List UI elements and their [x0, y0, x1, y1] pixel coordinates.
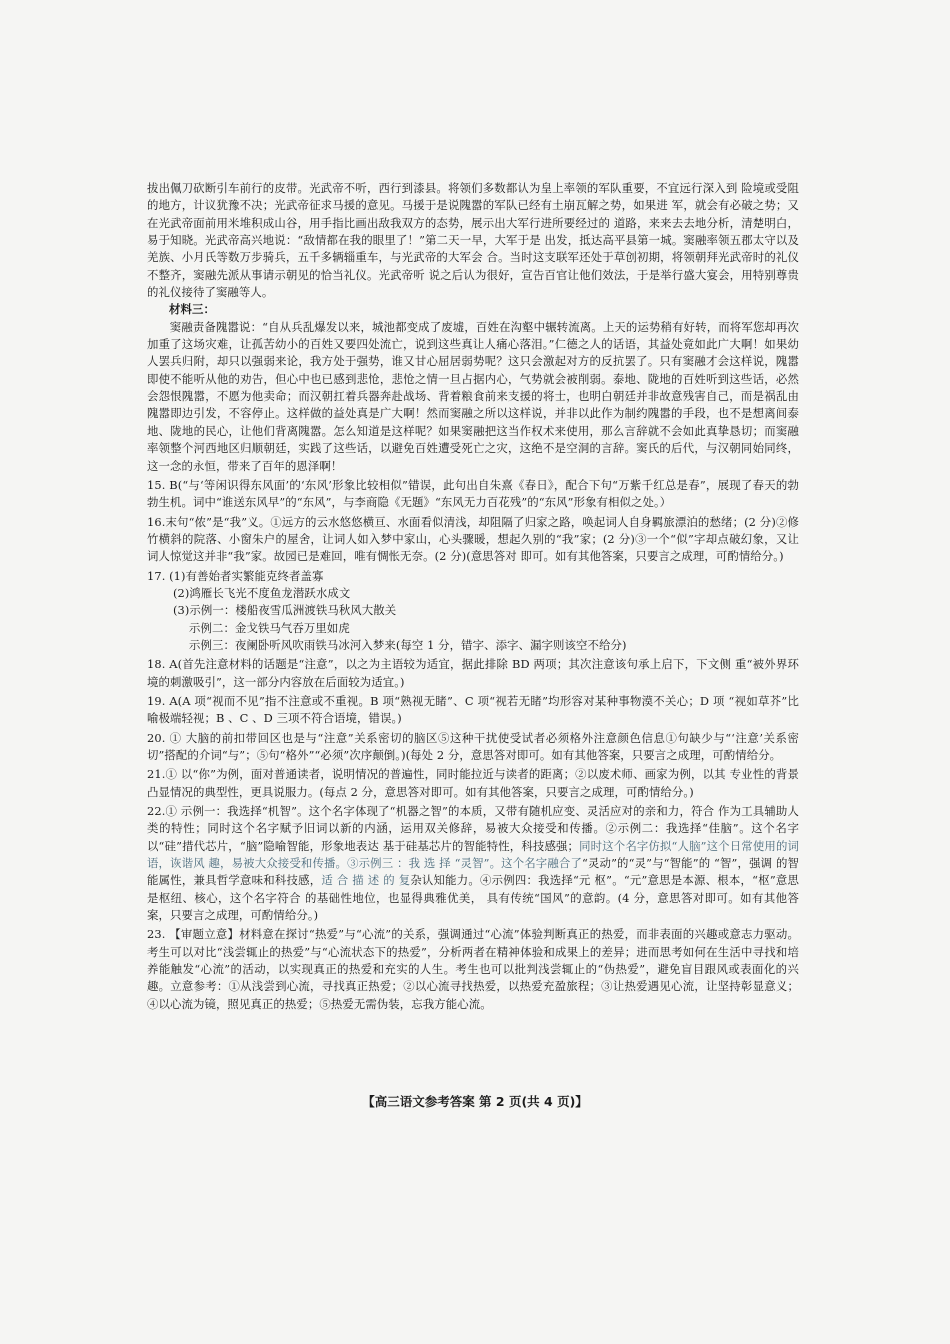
answer-22-part-b: “灵动”的“灵”与“智能”的 “智”，强调 的智能属性，兼具哲学意味和科技感，	[147, 856, 799, 888]
answer-key-body	[147, 180, 799, 1013]
page-footer: 【高三语文参考答案 第 2 页(共 4 页)】	[362, 1094, 588, 1109]
answer-22-part-a: 22.① 示例一：我选择“机智”。这个名字体现了“机器之智”的本质，又带有随机应变、灵活应对的亲和力，符合 作为工具辅助人类的特性；同时这个名字赋予旧词以新的内涵，运用双关修辞，易被大众接受和传播。②示例二：我选择“佳脑”。这个名字以“硅”措代芯片，“脑”隐喻智能，形象地表达 基于硅基芯片的智能特性，科技感强；	[147, 804, 799, 853]
answer-23: 23. 【审题立意】材料意在探讨“热爱”与“心流”的关系，强调通过“心流”体验判断真正的热爱，而非表面的兴趣或意志力驱动。考生可以对比“浅尝辄止的热爱”与“心流状态下的热爱”，分析两者在精神体验和成果上的差异；进而思考如何在生活中寻找和培养能触发“心流”的活动，以实现真正的热爱和充实的人生。考生也可以批判浅尝辄止的“伪热爱”，避免盲目跟风或表面化的兴趣。立意参考：①从浅尝到心流，寻找真正热爱；②以心流寻找热爱，以热爱充盈旅程；③让热爱遇见心流，让坚持彰显意义；④以心流为镜，照见真正的热爱；⑤热爱无需伪装，忘我方能心流。	[147, 927, 799, 1011]
answer-16: 16.末句“侬”是“我”义。①远方的云水悠悠横亘、水面看似清浅，却阻隔了归家之路，唤起词人自身羁旅漂泊的愁绪；(2 分)②修竹横斜的院落、小窗朱户的屋舍，让词人如入梦中家山，心头骤暖，想起久别的“我”家；(2 分)③一个“似”字却点破幻象，又让词人惊觉这并非“我”家。故园已是难回，唯有惆怅无奈。(2 分)(意思答对 即可。如有其他答案，只要言之成理，可酌情给分。)	[147, 514, 799, 564]
answer-19: 19. A(A 项“视而不见”指不注意或不重视。B 项“熟视无睹”、C 项“视若无睹”均形容对某种事物漠不关心；D 项 “视如草芥”比喻极端轻视；B 、C 、D 三项不符合语境，错误。)	[147, 693, 799, 726]
answer-17: 17. (1)有善始者实繁能克终者盖寡	[147, 568, 324, 583]
material-3-heading: 材料三：	[169, 302, 215, 317]
material-2-tail: 拔出佩刀砍断引车前行的皮带。光武帝不听，西行到漆县。将领们多数都认为皇上率领的军队重要，不宜远行深入到 险境或受阻的地方，计议犹豫不决；光武帝征求马援的意见。马援于是说隗嚣的军队已经有土崩瓦解之势，如果进 军，就会有必破之势；又在光武帝面前用米堆积成山谷，用手指比画出敌我双方的态势，展示出大军行进所要经过的 道路，来来去去地分析，清楚明白，易于知晓。光武帝高兴地说：“敌情都在我的眼里了！”第二天一早，大军于是 出发，抵达高平县第一城。窦融率领五郡太守以及羌族、小月氏等数万步骑兵，五千多辆辎重车，与光武帝的大军会 合。当时这支联军还处于草创初期，将领朝拜光武帝时的礼仪不整齐，窦融先派从事请示朝见的恰当礼仪。光武帝听 说之后认为很好，宣告百官让他们效法，于是举行盛大宴会，用特别尊贵的礼仪接待了窦融等人。	[147, 181, 799, 300]
answer-22-highlight-2: 适 合 描 述 的 复	[321, 873, 411, 888]
answer-22-highlight-1: 同时这个名字仿拟“人脑”这个日常使用的词语，诙谐风 趣，易被大众接受和传播。③示例三 ：我 选 择 “灵智”。这个名字融合了	[147, 838, 799, 871]
answer-21: 21.① 以“你”为例，面对普通读者，说明情况的普遍性，同时能拉近与读者的距离；②以废术师、画家为例，以其 专业性的背景凸显情况的典型性，更具说服力。(每点 2 分，意思答对即可。如有其他答案，只要言之成理，可酌情给分。)	[147, 767, 799, 799]
material-3-body: 窦融责备隗嚣说：“自从兵乱爆发以来，城池都变成了废墟，百姓在沟壑中辗转流离。上天的运势稍有好转，而将军您却再次加重了这场灾难，让孤苦幼小的百姓又要四处流亡，说到这些真让人痛心落泪。”仁德之人的话语，其益处竟如此广大啊！如果幼人罢兵归附，却只以强弱来论，我方处于强势，谁又甘心屈居弱势呢？这只会激起对方的反抗罢了。只有窦融才会这样说，隗嚣即使不能听从他的劝告，但心中也已感到悲怆，悲怆之情一旦占据内心，气势就会被削弱。泰地、陇地的百姓听到这些话，必然会怨恨隗嚣，不愿为他卖命；而汉朝扛着兵器奔赴战场、背着粮食前来支援的将士，也明白朝廷并非故意残害自己，而是祸乱由隗嚣即边引发，不容停止。这样做的益处真是广大啊！然而窦融之所以这样说，并非以此作为制约隗嚣的手段，也不是想离间泰地、陇地的民心，让他们背离隗嚣。怎么知道是这样呢？如果窦融把这当作权术来使用，那么言辞就不会如此真挚恳切；而窦融率领整个河西地区归顺朝廷，实践了这些话，以避免百姓遭受死亡之灾，这绝不是空洞的言辞。窦氏的后代，与汉朝同始同终，这一念的永恒，带来了百年的恩泽啊！	[147, 319, 799, 473]
answer-17-2: (2)鸿雁长飞光不度鱼龙潜跃水成文	[173, 585, 351, 600]
answer-22-part-c: 杂认知能力。④示例四：我选择“元 枢”。“元”意思是本源、根本，“枢”意思是枢纽、核心，这个名字符合 的基础性地位，也显得典雅优美， 具有传统“国风”的意韵。(4 分，意思答对即可。如有其他答案，只要言之成理，可酌情给分。)	[147, 873, 799, 923]
answer-17-3-example-2: 示例二：金戈铁马气吞万里如虎	[189, 620, 350, 635]
answer-20: 20. ① 大脑的前扣带回区也是与“注意”关系密切的脑区⑤这种干扰使受试者必须格外注意颜色信息①句缺少与“‘注意’关系密切”搭配的介词“与”；⑤句“格外”“必须”次序颠倒。)(每处 2 分，意思答对即可。如有其他答案，只要言之成理，可酌情给分。	[147, 730, 799, 762]
answer-18: 18. A(首先注意材料的话题是“注意”，以之为主语较为适宜，据此排除 BD 两项；其次注意该句承上启下，下文侧 重“被外界环境的刺激吸引”，这一部分内容放在后面较为适宜。)	[147, 657, 799, 689]
answer-15: 15. B(“与‘等闲识得东风面’的‘东风’形象比较相似”错误，此句出自朱熹《春日》，配合下句“万紫千红总是春”，展现了春天的勃勃生机。词中“谁送东风早”的“东风”，与李商隐《无题》“东风无力百花残”的“东风”形象有相似之处。）	[147, 477, 799, 510]
answer-17-3-example-1: (3)示例一：楼船夜雪瓜洲渡铁马秋风大散关	[173, 603, 397, 618]
answer-22	[147, 803, 799, 924]
answer-17-3-example-3: 示例三：夜阑卧听风吹雨铁马冰河入梦来(每空 1 分，错字、添字、漏字则该空不给分)	[189, 637, 627, 652]
